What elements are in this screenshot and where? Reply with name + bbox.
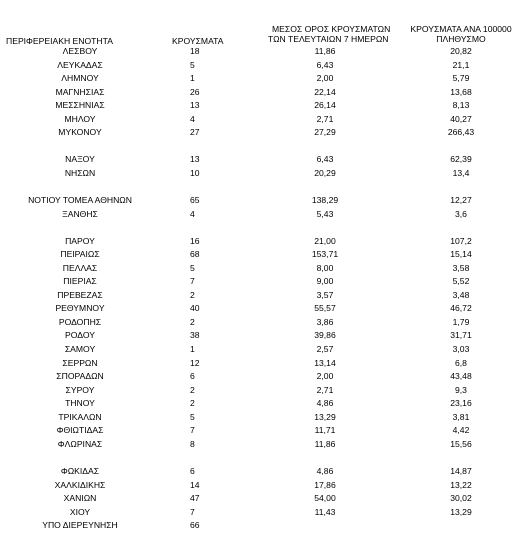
table-row bbox=[0, 384, 532, 398]
per100k-cell: 13,29 bbox=[450, 506, 472, 517]
per100k-cell: 107,2 bbox=[450, 235, 472, 246]
blank-row bbox=[0, 180, 532, 194]
region-cell: ΧΑΝΙΩΝ bbox=[63, 493, 97, 504]
avg-cell: 11,71 bbox=[314, 425, 336, 436]
avg-cell: 3,86 bbox=[316, 316, 334, 327]
cases-cell: 2 bbox=[190, 316, 195, 327]
table-row bbox=[0, 126, 532, 140]
per100k-cell: 266,43 bbox=[447, 127, 475, 138]
per100k-cell: 46,72 bbox=[450, 303, 472, 314]
region-cell: ΦΛΩΡΙΝΑΣ bbox=[57, 438, 103, 449]
per100k-cell: 31,71 bbox=[450, 330, 472, 341]
table-row bbox=[0, 262, 532, 276]
table-row bbox=[0, 411, 532, 425]
region-cell: ΠΑΡΟΥ bbox=[65, 235, 95, 246]
table-row bbox=[0, 465, 532, 479]
cases-cell: 5 bbox=[190, 262, 195, 273]
cases-cell: 13 bbox=[190, 100, 200, 111]
per100k-cell: 4,42 bbox=[452, 425, 470, 436]
table-row bbox=[0, 289, 532, 303]
avg-cell: 2,57 bbox=[316, 344, 334, 355]
table-row bbox=[0, 86, 532, 100]
table-row bbox=[0, 45, 532, 59]
table-row bbox=[0, 275, 532, 289]
per100k-cell: 15,56 bbox=[450, 438, 472, 449]
avg-cell: 55,57 bbox=[314, 303, 336, 314]
table-row bbox=[0, 343, 532, 357]
table-row bbox=[0, 208, 532, 222]
per100k-cell: 13,4 bbox=[452, 167, 470, 178]
region-cell: ΥΠΟ ΔΙΕΡΕΥΝΗΣΗ bbox=[42, 520, 118, 531]
cases-cell: 12 bbox=[190, 357, 200, 368]
cases-cell: 27 bbox=[190, 127, 200, 138]
region-cell: ΛΕΣΒΟΥ bbox=[62, 46, 98, 56]
table-row bbox=[0, 235, 532, 249]
region-cell: ΠΙΕΡΙΑΣ bbox=[63, 276, 97, 287]
region-cell: ΣΥΡΟΥ bbox=[65, 384, 95, 395]
cases-cell: 18 bbox=[190, 46, 200, 56]
cases-cell: 5 bbox=[190, 59, 195, 70]
region-cell: ΡΕΘΥΜΝΟΥ bbox=[55, 303, 105, 314]
avg-cell: 13,29 bbox=[314, 411, 336, 422]
per100k-cell: 13,68 bbox=[450, 86, 472, 97]
per100k-cell: 62,39 bbox=[450, 154, 472, 165]
cases-cell: 7 bbox=[190, 425, 195, 436]
cases-cell: 2 bbox=[190, 384, 195, 395]
region-cell: ΧΑΛΚΙΔΙΚΗΣ bbox=[54, 479, 106, 490]
table-row bbox=[0, 329, 532, 343]
region-cell: ΤΗΝΟΥ bbox=[65, 398, 95, 409]
avg-cell: 27,29 bbox=[314, 127, 336, 138]
per100k-cell: 23,16 bbox=[450, 398, 472, 409]
table-row bbox=[0, 194, 532, 208]
cases-cell: 1 bbox=[190, 73, 195, 84]
header-per-line1: ΚΡΟΥΣΜΑΤΑ ΑΝΑ 100000 bbox=[410, 24, 512, 34]
region-cell: ΝΑΞΟΥ bbox=[65, 154, 95, 165]
cases-cell: 47 bbox=[190, 493, 200, 504]
table-row bbox=[0, 248, 532, 262]
header-avg-line2: ΤΩΝ ΤΕΛΕΥΤΑΙΩΝ 7 ΗΜΕΡΩΝ bbox=[268, 34, 389, 44]
region-cell: ΞΑΝΘΗΣ bbox=[62, 208, 98, 219]
avg-cell: 22,14 bbox=[314, 86, 336, 97]
cases-cell: 6 bbox=[190, 465, 195, 476]
avg-cell: 21,00 bbox=[314, 235, 336, 246]
cases-cell: 7 bbox=[190, 506, 195, 517]
region-cell: ΝΗΣΩΝ bbox=[64, 167, 96, 178]
per100k-cell: 3,6 bbox=[455, 208, 467, 219]
per100k-cell: 3,58 bbox=[452, 262, 470, 273]
avg-cell: 6,43 bbox=[316, 59, 334, 70]
per100k-cell: 30,02 bbox=[450, 493, 472, 504]
region-cell: ΦΘΙΩΤΙΔΑΣ bbox=[56, 425, 104, 436]
avg-cell: 2,71 bbox=[316, 384, 334, 395]
region-cell: ΠΕΙΡΑΙΩΣ bbox=[60, 249, 100, 260]
avg-cell: 153,71 bbox=[311, 249, 339, 260]
per100k-cell: 13,22 bbox=[450, 479, 472, 490]
cases-cell: 2 bbox=[190, 398, 195, 409]
data-rows bbox=[0, 45, 532, 533]
cases-cell: 26 bbox=[190, 86, 200, 97]
avg-cell: 26,14 bbox=[314, 100, 336, 111]
avg-cell: 13,14 bbox=[314, 357, 336, 368]
avg-cell: 17,86 bbox=[314, 479, 336, 490]
region-cell: ΤΡΙΚΑΛΩΝ bbox=[58, 411, 102, 422]
avg-cell: 138,29 bbox=[311, 195, 339, 206]
per100k-cell: 12,27 bbox=[450, 195, 472, 206]
header-avg-line1: ΜΕΣΟΣ ΟΡΟΣ ΚΡΟΥΣΜΑΤΩΝ bbox=[272, 24, 391, 34]
blank-row bbox=[0, 140, 532, 154]
blank-row bbox=[0, 451, 532, 465]
region-cell: ΠΡΕΒΕΖΑΣ bbox=[57, 289, 103, 300]
avg-cell: 39,86 bbox=[314, 330, 336, 341]
region-cell: ΝΟΤΙΟΥ ΤΟΜΕΑ ΑΘΗΝΩΝ bbox=[28, 195, 132, 206]
cases-cell: 38 bbox=[190, 330, 200, 341]
per100k-cell: 8,13 bbox=[452, 100, 470, 111]
cases-cell: 13 bbox=[190, 154, 200, 165]
per100k-cell: 43,48 bbox=[450, 371, 472, 382]
per100k-cell: 3,03 bbox=[452, 344, 470, 355]
region-cell: ΦΩΚΙΔΑΣ bbox=[60, 465, 100, 476]
region-cell: ΜΕΣΣΗΝΙΑΣ bbox=[55, 100, 105, 111]
cases-cell: 2 bbox=[190, 289, 195, 300]
cases-cell: 66 bbox=[190, 520, 200, 531]
region-cell: ΜΥΚΟΝΟΥ bbox=[58, 127, 102, 138]
table-row bbox=[0, 370, 532, 384]
table-row bbox=[0, 113, 532, 127]
region-cell: ΛΕΥΚΑΔΑΣ bbox=[57, 59, 103, 70]
per100k-cell: 20,82 bbox=[450, 46, 472, 56]
avg-cell: 11,86 bbox=[314, 438, 336, 449]
avg-cell: 11,86 bbox=[314, 46, 336, 56]
cases-cell: 5 bbox=[190, 411, 195, 422]
cases-cell: 40 bbox=[190, 303, 200, 314]
table-row bbox=[0, 492, 532, 506]
avg-cell: 3,57 bbox=[316, 289, 334, 300]
avg-cell: 54,00 bbox=[314, 493, 336, 504]
region-cell: ΡΟΔΟΥ bbox=[65, 330, 95, 341]
avg-cell: 6,43 bbox=[316, 154, 334, 165]
avg-cell: 4,86 bbox=[316, 465, 334, 476]
blank-row bbox=[0, 221, 532, 235]
region-cell: ΛΗΜΝΟΥ bbox=[61, 73, 99, 84]
table-row bbox=[0, 519, 532, 533]
avg-cell: 20,29 bbox=[314, 167, 336, 178]
table-row bbox=[0, 397, 532, 411]
region-cell: ΡΟΔΟΠΗΣ bbox=[58, 316, 102, 327]
avg-cell: 9,00 bbox=[316, 276, 334, 287]
table-row bbox=[0, 99, 532, 113]
table-row bbox=[0, 438, 532, 452]
cases-cell: 4 bbox=[190, 208, 195, 219]
table-row bbox=[0, 167, 532, 181]
table-row bbox=[0, 302, 532, 316]
region-cell: ΧΙΟΥ bbox=[69, 506, 91, 517]
cases-cell: 7 bbox=[190, 276, 195, 287]
region-cell: ΣΠΟΡΑΔΩΝ bbox=[56, 371, 104, 382]
table-row bbox=[0, 59, 532, 73]
avg-cell: 2,00 bbox=[316, 73, 334, 84]
per100k-cell: 40,27 bbox=[450, 113, 472, 124]
per100k-cell: 9,3 bbox=[455, 384, 467, 395]
table-row bbox=[0, 506, 532, 520]
avg-cell: 2,00 bbox=[316, 371, 334, 382]
per100k-cell: 5,52 bbox=[452, 276, 470, 287]
cases-cell: 8 bbox=[190, 438, 195, 449]
region-cell: ΠΕΛΛΑΣ bbox=[62, 262, 98, 273]
table-row bbox=[0, 424, 532, 438]
avg-cell: 11,43 bbox=[314, 506, 336, 517]
region-cell: ΜΑΓΝΗΣΙΑΣ bbox=[55, 86, 105, 97]
cases-cell: 68 bbox=[190, 249, 200, 260]
avg-cell: 5,43 bbox=[316, 208, 334, 219]
cases-cell: 4 bbox=[190, 113, 195, 124]
table-row bbox=[0, 357, 532, 371]
avg-cell: 8,00 bbox=[316, 262, 334, 273]
header-cases: ΚΡΟΥΣΜΑΤΑ bbox=[172, 36, 224, 46]
avg-cell: 2,71 bbox=[316, 113, 334, 124]
per100k-cell: 5,79 bbox=[452, 73, 470, 84]
cases-cell: 10 bbox=[190, 167, 200, 178]
region-cell: ΣΕΡΡΩΝ bbox=[62, 357, 98, 368]
per100k-cell: 3,48 bbox=[452, 289, 470, 300]
per100k-cell: 6,8 bbox=[455, 357, 467, 368]
per100k-cell: 1,79 bbox=[452, 316, 470, 327]
avg-cell: 4,86 bbox=[316, 398, 334, 409]
per100k-cell: 14,87 bbox=[450, 465, 472, 476]
table-row bbox=[0, 479, 532, 493]
header-per-line2: ΠΛΗΘΥΣΜΟ bbox=[436, 34, 486, 44]
per100k-cell: 21,1 bbox=[452, 59, 470, 70]
per100k-cell: 3,81 bbox=[452, 411, 470, 422]
region-cell: ΜΗΛΟΥ bbox=[64, 113, 96, 124]
header-region: ΠΕΡΙΦΕΡΕΙΑΚΗ ΕΝΟΤΗΤΑ bbox=[6, 36, 113, 46]
cases-cell: 1 bbox=[190, 344, 195, 355]
cases-cell: 6 bbox=[190, 371, 195, 382]
table-row bbox=[0, 153, 532, 167]
table-row bbox=[0, 316, 532, 330]
cases-cell: 65 bbox=[190, 195, 200, 206]
cases-cell: 14 bbox=[190, 479, 200, 490]
per100k-cell: 15,14 bbox=[450, 249, 472, 260]
cases-cell: 16 bbox=[190, 235, 200, 246]
table-row bbox=[0, 72, 532, 86]
region-cell: ΣΑΜΟΥ bbox=[64, 344, 96, 355]
